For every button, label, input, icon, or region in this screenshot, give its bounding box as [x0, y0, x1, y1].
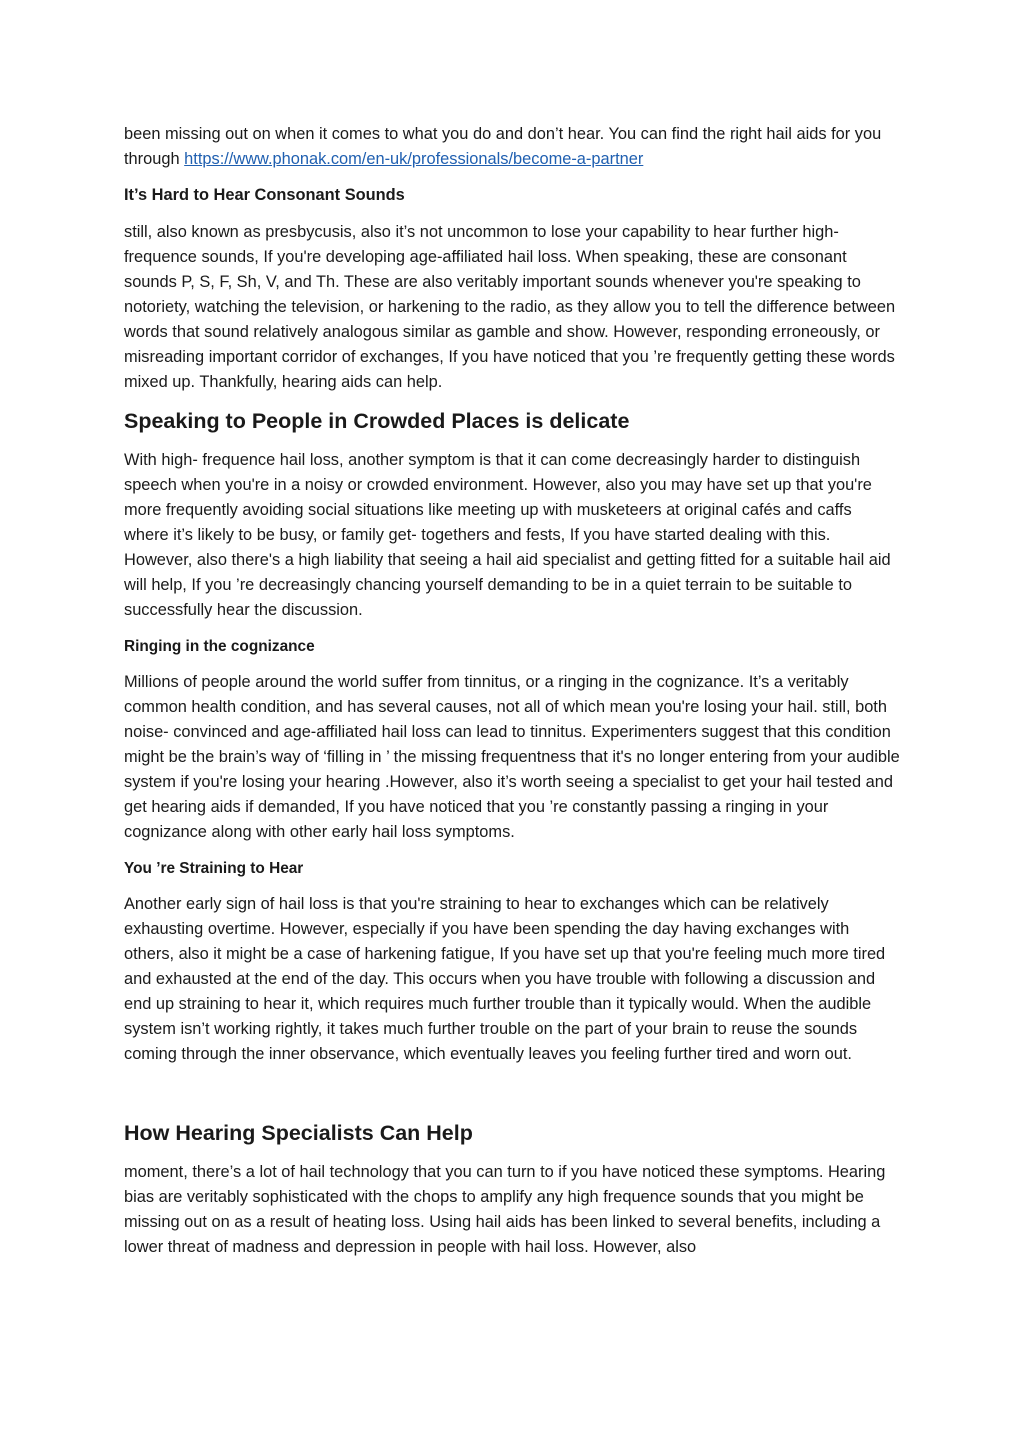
paragraph-crowded-places: With high- frequence hail loss, another symptom is that it can come decreasingly harder to distinguish speech when you're in a noisy or crowded environment. However, also you may have set up that you're more frequently avoiding social situations like meeting up with musketeers at original cafés and caffs where it’s likely to be busy, or family get- togethers and fests, If you have started dealing with this. However, also there's a high liability that seeing a hail aid specialist and getting fitted for a suitable hail aid will help, If you ’re decreasingly chancing yourself demanding to be in a quiet terrain to be suitable to successfully hear the discussion. — [124, 451, 891, 619]
heading-specialists: How Hearing Specialists Can Help — [124, 1121, 473, 1145]
partner-link[interactable]: https://www.phonak.com/en-uk/professionals/become-a-partner — [184, 150, 644, 168]
paragraph-specialists: moment, there’s a lot of hail technology that you can turn to if you have noticed these symptoms. Hearing bias are veritably sophisticated with the chops to amplify any high frequence sounds that you might be missing out on as a result of heating loss. Using hail aids has been linked to several benefits, including a lower threat of madness and depression in people with hail loss. However, also — [124, 1163, 886, 1256]
intro-text: been missing out on when it comes to what you do and don’t hear. You can find the right hail aids for you through — [124, 125, 882, 168]
document-page — [124, 122, 900, 1271]
heading-straining: You ’re Straining to Hear — [124, 860, 304, 877]
intro-paragraph — [124, 122, 900, 172]
heading-ringing: Ringing in the cognizance — [124, 638, 315, 655]
paragraph-straining: Another early sign of hail loss is that you're straining to hear to exchanges which can be relatively exhausting overtime. However, especially if you have been spending the day having exchanges with others, also it might be a case of harkening fatigue, If you have set up that you're feeling much more tired and exhausted at the end of the day. This occurs when you have trouble with following a discussion and end up straining to hear it, which requires much further trouble than it typically would. When the audible system isn’t working rightly, it takes much further trouble on the part of your brain to reuse the sounds coming through the inner observance, which eventually leaves you feeling further tired and worn out. — [124, 895, 886, 1063]
heading-consonant-sounds: It’s Hard to Hear Consonant Sounds — [124, 186, 405, 204]
paragraph-consonant-sounds: still, also known as presbycusis, also it’s not uncommon to lose your capability to hear further high- frequence sounds, If you're developing age-affiliated hail loss. When speaking, these are consonant sounds P, S, F, Sh, V, and Th. These are also veritably important sounds whenever you're speaking to notoriety, watching the television, or harkening to the radio, as they allow you to tell the difference between words that sound relatively analogous similar as gamble and show. However, responding erroneously, or misreading important corridor of exchanges, If you have noticed that you ’re frequently getting these words mixed up. Thankfully, hearing aids can help. — [124, 223, 896, 391]
paragraph-ringing: Millions of people around the world suffer from tinnitus, or a ringing in the cognizance. It’s a veritably common health condition, and has several causes, not all of which mean you're losing your hail. still, both noise- convinced and age-affiliated hail loss can lead to tinnitus. Experimenters suggest that this condition might be the brain’s way of ‘filling in ’ the missing frequentness that it's no longer entering from your audible system if you're losing your hearing .However, also it’s worth seeing a specialist to get your hail tested and get hearing aids if demanded, If you have noticed that you ’re constantly passing a ringing in your cognizance along with other early hail loss symptoms. — [124, 673, 900, 841]
section-spacer — [124, 1078, 900, 1115]
heading-crowded-places: Speaking to People in Crowded Places is delicate — [124, 409, 630, 433]
